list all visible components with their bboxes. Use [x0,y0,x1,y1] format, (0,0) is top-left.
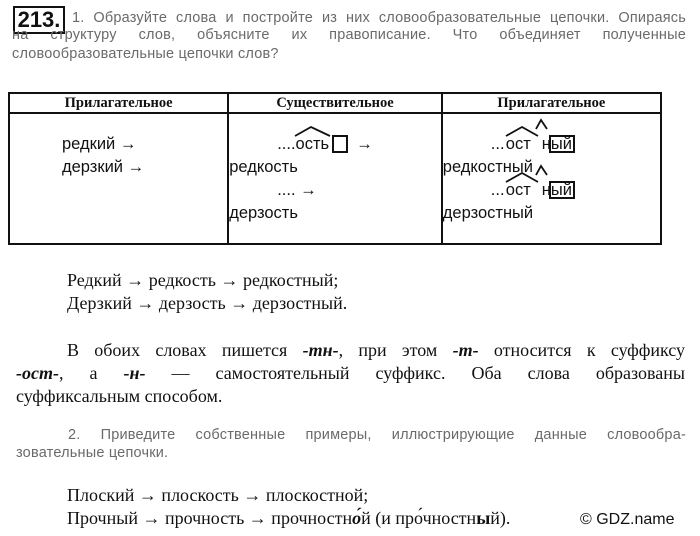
pattern-4-mid: ост [505,181,531,199]
chain-derzkiy: Дерзкий → дерзость → дерзостный. [67,293,348,313]
ending-box [332,135,348,153]
suffix-caret-n-2 [536,166,547,175]
header-noun: Существительное [228,93,442,113]
word-formation-table [8,92,662,245]
task-1-line-3: словообразовательные цепочки слов? [12,46,279,62]
word-redkost: редкость [229,158,298,176]
pattern-ost: ....ость [277,135,330,153]
explanation-line-3: суффиксальным способом. [16,386,223,406]
pattern-3-mid: ост [505,135,531,153]
task-1-text-cont [12,27,686,67]
word-derzostnyy: дерзостный [442,204,534,222]
chain-ploskiy: Плоский → плоскость → плоскостной; [67,485,369,505]
pattern-2: .... → [277,181,317,199]
pattern-3-pre: ... [490,135,505,153]
explanation-line-2: -ост-, а -н- — самостоятельный суффикс. Оба слова образованы [16,363,685,383]
word-derzost: дерзость [229,204,298,222]
word-redkiy: редкий → [62,135,137,153]
exercise-number: 213. [13,6,65,34]
chain-redkiy: Редкий → редкость → редкостный; [67,270,339,290]
task-1-line-2: на структуру слов, объясните их правописание. Что объединяет полученные [12,27,686,43]
pattern-4-pre: ... [490,181,505,199]
task-2-line-2: зовательные цепочки. [16,445,169,461]
suffix-caret-n-1 [536,120,547,129]
word-derzkiy: дерзкий → [62,158,145,176]
task-2-line-1: 2. Приведите собственные примеры, иллюстрирующие данные словообра- [68,427,686,443]
ending-box-3 [549,135,575,153]
task-1-line-1: 1. Образуйте слова и постройте из них словообразовательные цепочки. Опираясь [72,10,686,26]
pattern-4-end: ный [541,181,572,199]
watermark: © GDZ.name [580,511,675,528]
header-adjective-2: Прилагательное [442,93,661,113]
col-adjective-source [9,113,228,244]
task-2-text [68,427,686,447]
explanation-paragraph [67,339,685,362]
explanation-line-1: В обоих словах пишется -тн-, при этом -т- относится к суффиксу [67,340,686,360]
header-adjective-1: Прилагательное [9,93,228,113]
task-2-text-cont [16,445,316,465]
ending-box-4 [549,181,575,199]
col-noun [228,113,442,244]
chain-prochnyy: Прочный → прочность → прочностно́й (и про́чностный). [67,508,511,528]
col-adjective-derived [442,113,661,244]
arrow-1: → [356,135,373,153]
pattern-3-end: ный [541,135,572,153]
explanation-paragraph-2 [16,362,685,408]
word-redkostnyy: редкостный [442,158,533,176]
